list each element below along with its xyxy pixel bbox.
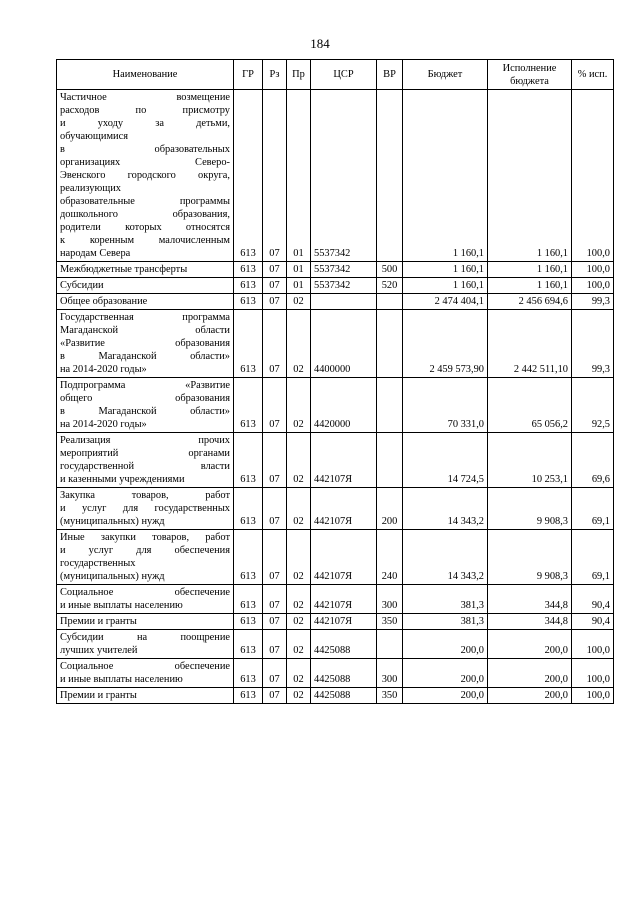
cell-percent: 92,5	[572, 378, 614, 433]
cell-pr: 02	[287, 294, 311, 310]
cell-vr: 240	[377, 530, 403, 585]
name-line: Эвенского городского округа,	[60, 170, 230, 181]
table-row	[57, 614, 614, 630]
name-line: Частичное возмещение	[60, 92, 230, 103]
name-line: обучающимися	[60, 131, 128, 142]
cell-gr: 613	[234, 310, 263, 378]
name-line: и иные выплаты населению	[60, 600, 183, 611]
cell-name	[57, 688, 234, 704]
cell-rz: 07	[263, 488, 287, 530]
cell-vr: 350	[377, 688, 403, 704]
name-line: Премии и гранты	[60, 690, 137, 701]
cell-percent: 99,3	[572, 310, 614, 378]
cell-execution: 65 056,2	[488, 378, 572, 433]
table-row	[57, 630, 614, 659]
cell-budget: 2 474 404,1	[403, 294, 488, 310]
name-line: расходов по присмотру	[60, 105, 230, 116]
cell-pr: 02	[287, 688, 311, 704]
cell-gr: 613	[234, 585, 263, 614]
cell-rz: 07	[263, 433, 287, 488]
cell-name	[57, 294, 234, 310]
cell-budget: 14 343,2	[403, 488, 488, 530]
name-line: и иные выплаты населению	[60, 674, 183, 685]
header-budget: Бюджет	[403, 60, 488, 90]
cell-pr: 02	[287, 310, 311, 378]
cell-csr: 4420000	[311, 378, 377, 433]
cell-budget: 1 160,1	[403, 90, 488, 262]
cell-pr: 02	[287, 585, 311, 614]
cell-execution: 1 160,1	[488, 262, 572, 278]
header-percent: % исп.	[572, 60, 614, 90]
table-row	[57, 310, 614, 378]
cell-percent: 99,3	[572, 294, 614, 310]
cell-gr: 613	[234, 530, 263, 585]
table-row	[57, 530, 614, 585]
header-csr: ЦСР	[311, 60, 377, 90]
cell-rz: 07	[263, 278, 287, 294]
cell-csr: 5537342	[311, 278, 377, 294]
cell-budget: 200,0	[403, 688, 488, 704]
table-row	[57, 688, 614, 704]
cell-rz: 07	[263, 659, 287, 688]
table-row	[57, 659, 614, 688]
name-line: и казенными учреждениями	[60, 474, 185, 485]
name-line: (муниципальных) нужд	[60, 571, 165, 582]
table-row	[57, 378, 614, 433]
cell-execution: 10 253,1	[488, 433, 572, 488]
name-line: общего образования	[60, 393, 230, 404]
cell-pr: 02	[287, 433, 311, 488]
name-line: Подпрограмма «Развитие	[60, 380, 230, 391]
cell-pr: 02	[287, 659, 311, 688]
name-line: на 2014-2020 годы»	[60, 364, 147, 375]
name-line: Иные закупки товаров, работ	[60, 532, 230, 543]
name-line: государственной власти	[60, 461, 230, 472]
cell-rz: 07	[263, 294, 287, 310]
cell-csr: 442107Я	[311, 585, 377, 614]
cell-percent: 69,1	[572, 530, 614, 585]
name-line: в Магаданской области»	[60, 351, 230, 362]
cell-gr: 613	[234, 488, 263, 530]
cell-vr: 300	[377, 659, 403, 688]
cell-budget: 2 459 573,90	[403, 310, 488, 378]
header-pr: Пр	[287, 60, 311, 90]
cell-execution: 1 160,1	[488, 278, 572, 294]
name-line: организациях Северо-	[60, 157, 230, 168]
cell-execution: 9 908,3	[488, 530, 572, 585]
name-line: родители которых относятся	[60, 222, 230, 233]
name-line: лучших учителей	[60, 645, 138, 656]
cell-budget: 200,0	[403, 659, 488, 688]
header-row	[57, 60, 614, 90]
cell-name	[57, 262, 234, 278]
cell-name	[57, 614, 234, 630]
cell-pr: 01	[287, 262, 311, 278]
cell-execution: 200,0	[488, 659, 572, 688]
cell-vr: 520	[377, 278, 403, 294]
cell-pr: 02	[287, 630, 311, 659]
cell-csr: 4425088	[311, 630, 377, 659]
name-line: (муниципальных) нужд	[60, 516, 165, 527]
table-row	[57, 585, 614, 614]
cell-execution: 200,0	[488, 688, 572, 704]
cell-name	[57, 278, 234, 294]
cell-vr: 300	[377, 585, 403, 614]
cell-name	[57, 90, 234, 262]
cell-percent: 100,0	[572, 278, 614, 294]
name-line: и услуг для государственных	[60, 503, 230, 514]
cell-name	[57, 378, 234, 433]
table-row	[57, 488, 614, 530]
table-row	[57, 294, 614, 310]
cell-percent: 69,1	[572, 488, 614, 530]
cell-gr: 613	[234, 688, 263, 704]
cell-execution: 2 442 511,10	[488, 310, 572, 378]
name-line: мероприятий органами	[60, 448, 230, 459]
cell-percent: 90,4	[572, 614, 614, 630]
cell-csr: 442107Я	[311, 530, 377, 585]
name-line: Межбюджетные трансферты	[60, 264, 188, 275]
name-line: Субсидии	[60, 280, 104, 291]
cell-csr: 4425088	[311, 659, 377, 688]
name-line: народам Севера	[60, 248, 131, 259]
cell-percent: 100,0	[572, 262, 614, 278]
cell-budget: 200,0	[403, 630, 488, 659]
cell-rz: 07	[263, 614, 287, 630]
cell-vr	[377, 378, 403, 433]
cell-gr: 613	[234, 433, 263, 488]
cell-vr: 500	[377, 262, 403, 278]
cell-csr: 442107Я	[311, 488, 377, 530]
cell-percent: 100,0	[572, 688, 614, 704]
cell-gr: 613	[234, 294, 263, 310]
cell-execution: 344,8	[488, 614, 572, 630]
cell-csr	[311, 294, 377, 310]
cell-csr: 5537342	[311, 262, 377, 278]
cell-vr	[377, 294, 403, 310]
cell-rz: 07	[263, 378, 287, 433]
cell-percent: 100,0	[572, 90, 614, 262]
cell-execution: 2 456 694,6	[488, 294, 572, 310]
cell-name	[57, 530, 234, 585]
cell-execution: 1 160,1	[488, 90, 572, 262]
header-gr: ГР	[234, 60, 263, 90]
name-line: Социальное обеспечение	[60, 587, 230, 598]
cell-csr: 4400000	[311, 310, 377, 378]
cell-gr: 613	[234, 378, 263, 433]
cell-execution: 200,0	[488, 630, 572, 659]
cell-percent: 100,0	[572, 659, 614, 688]
name-line: на 2014-2020 годы»	[60, 419, 147, 430]
cell-gr: 613	[234, 659, 263, 688]
name-line: к коренным малочисленным	[60, 235, 230, 246]
header-rz: Рз	[263, 60, 287, 90]
cell-name	[57, 310, 234, 378]
cell-name	[57, 630, 234, 659]
cell-vr	[377, 90, 403, 262]
table-row	[57, 433, 614, 488]
cell-vr: 200	[377, 488, 403, 530]
cell-rz: 07	[263, 90, 287, 262]
cell-percent: 69,6	[572, 433, 614, 488]
header-vr: ВР	[377, 60, 403, 90]
name-line: Общее образование	[60, 296, 148, 307]
cell-csr: 442107Я	[311, 614, 377, 630]
cell-pr: 02	[287, 530, 311, 585]
name-line: Закупка товаров, работ	[60, 490, 230, 501]
cell-vr	[377, 433, 403, 488]
cell-rz: 07	[263, 630, 287, 659]
name-line: «Развитие образования	[60, 338, 230, 349]
cell-vr: 350	[377, 614, 403, 630]
budget-table	[56, 59, 614, 704]
cell-gr: 613	[234, 630, 263, 659]
cell-pr: 01	[287, 278, 311, 294]
cell-budget: 381,3	[403, 614, 488, 630]
cell-name	[57, 488, 234, 530]
name-line: в Магаданской области»	[60, 406, 230, 417]
cell-execution: 344,8	[488, 585, 572, 614]
cell-gr: 613	[234, 278, 263, 294]
cell-rz: 07	[263, 585, 287, 614]
name-line: Государственная программа	[60, 312, 230, 323]
table-row	[57, 262, 614, 278]
name-line: в образовательных	[60, 144, 230, 155]
cell-budget: 14 724,5	[403, 433, 488, 488]
cell-percent: 100,0	[572, 630, 614, 659]
cell-rz: 07	[263, 688, 287, 704]
table-row	[57, 90, 614, 262]
name-line: реализующих	[60, 183, 121, 194]
cell-rz: 07	[263, 530, 287, 585]
cell-budget: 381,3	[403, 585, 488, 614]
cell-csr: 5537342	[311, 90, 377, 262]
cell-name	[57, 585, 234, 614]
cell-name	[57, 433, 234, 488]
cell-rz: 07	[263, 310, 287, 378]
cell-budget: 1 160,1	[403, 262, 488, 278]
name-line: Премии и гранты	[60, 616, 137, 627]
cell-csr: 442107Я	[311, 433, 377, 488]
header-name: Наименование	[57, 60, 234, 90]
cell-name	[57, 659, 234, 688]
name-line: и уходу за детьми,	[60, 118, 230, 129]
cell-gr: 613	[234, 614, 263, 630]
name-line: и услуг для обеспечения	[60, 545, 230, 556]
cell-pr: 01	[287, 90, 311, 262]
name-line: дошкольного образования,	[60, 209, 230, 220]
name-line: образовательные программы	[60, 196, 230, 207]
name-line: Реализация прочих	[60, 435, 230, 446]
page-number: 184	[310, 36, 330, 51]
cell-csr: 4425088	[311, 688, 377, 704]
cell-pr: 02	[287, 614, 311, 630]
cell-vr	[377, 310, 403, 378]
name-line: Социальное обеспечение	[60, 661, 230, 672]
cell-pr: 02	[287, 488, 311, 530]
cell-vr	[377, 630, 403, 659]
cell-rz: 07	[263, 262, 287, 278]
name-line: Субсидии на поощрение	[60, 632, 230, 643]
name-line: государственных	[60, 558, 136, 569]
cell-budget: 14 343,2	[403, 530, 488, 585]
cell-gr: 613	[234, 262, 263, 278]
header-execution: Исполнение бюджета	[488, 60, 572, 90]
cell-gr: 613	[234, 90, 263, 262]
cell-budget: 1 160,1	[403, 278, 488, 294]
table-row	[57, 278, 614, 294]
name-line: Магаданской области	[60, 325, 230, 336]
cell-pr: 02	[287, 378, 311, 433]
cell-percent: 90,4	[572, 585, 614, 614]
cell-execution: 9 908,3	[488, 488, 572, 530]
cell-budget: 70 331,0	[403, 378, 488, 433]
